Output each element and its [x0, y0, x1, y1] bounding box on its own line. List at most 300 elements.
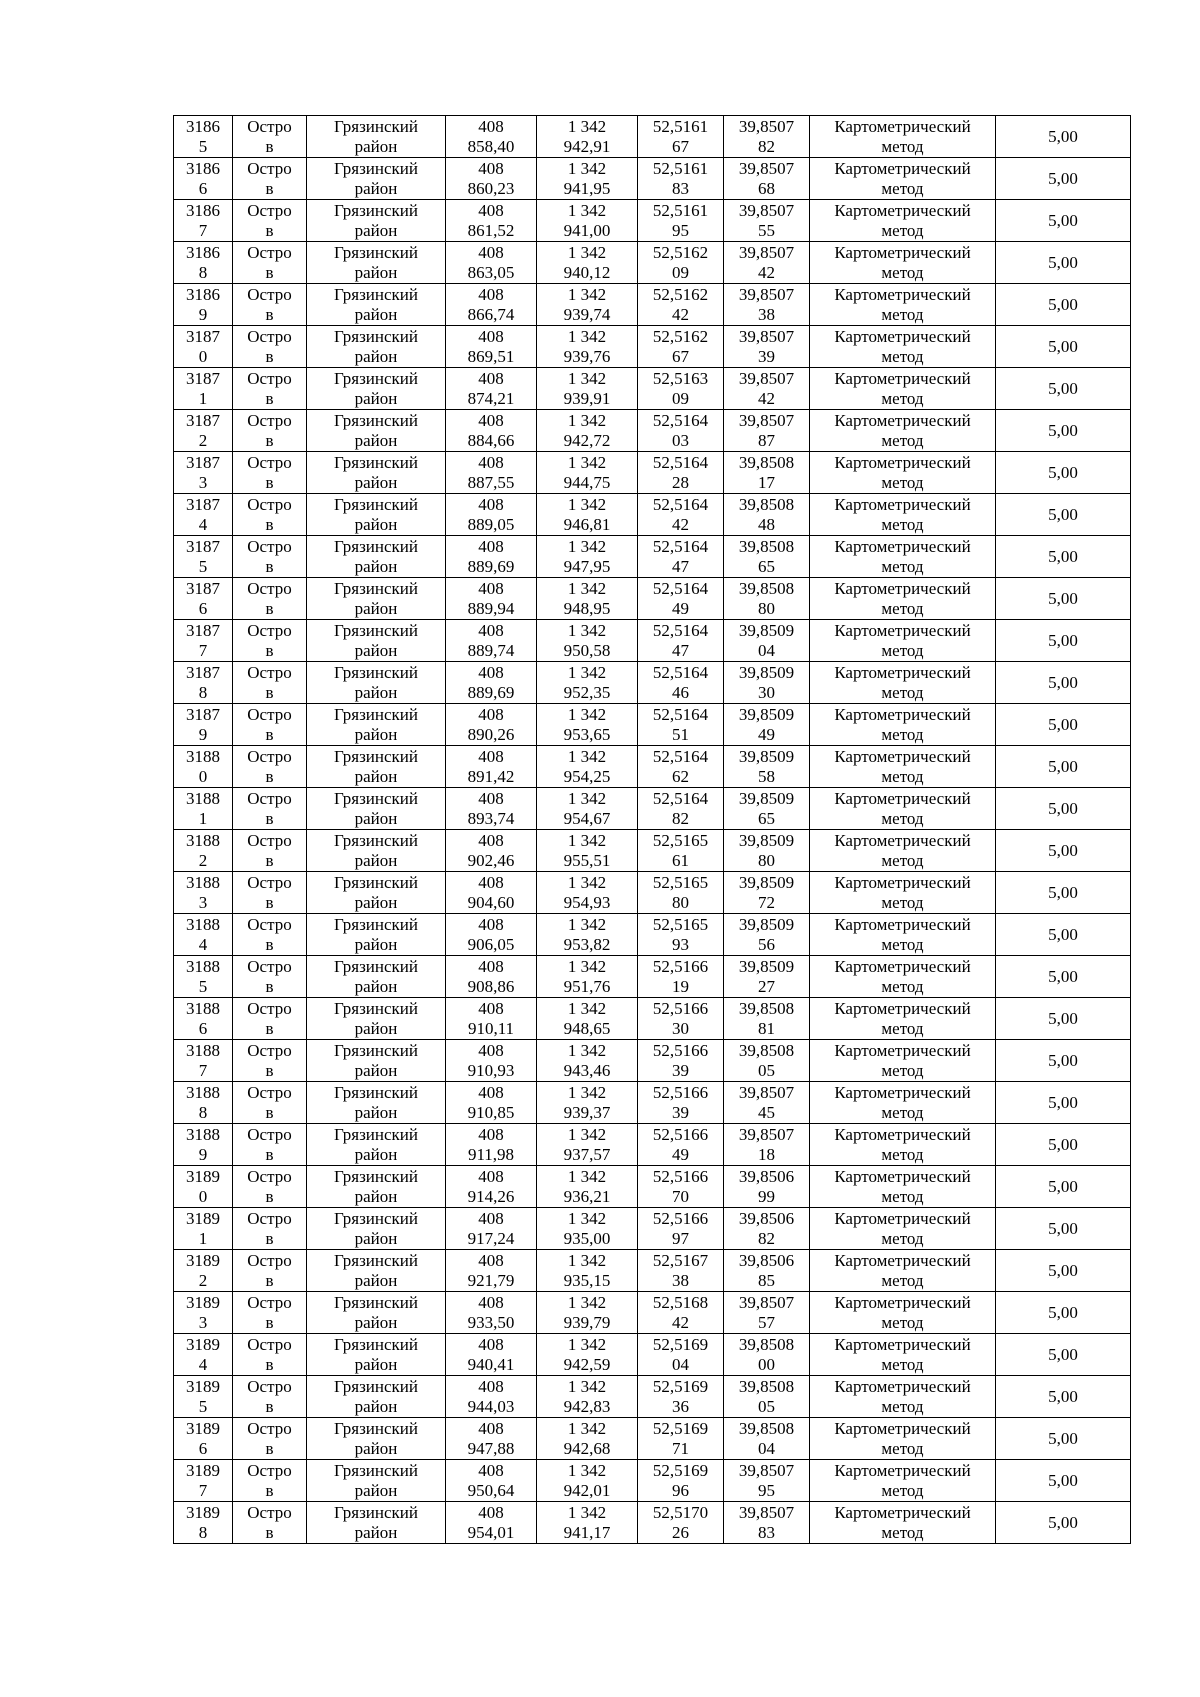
cell-longitude-line: 39,8507 [738, 1124, 795, 1144]
cell-y-coordinate [537, 494, 638, 536]
cell-y-coordinate-line: 954,67 [563, 808, 611, 828]
cell-accuracy: 5,00 [996, 1082, 1131, 1124]
cell-longitude-line: 65 [758, 556, 775, 576]
cell-district-line: район [354, 1270, 398, 1290]
cell-longitude-line: 42 [758, 262, 775, 282]
cell-point-number [174, 1334, 233, 1376]
cell-district [307, 998, 446, 1040]
cell-longitude [724, 956, 810, 998]
cell-y-coordinate-line: 1 342 [567, 746, 607, 766]
cell-method-line: метод [881, 682, 924, 702]
cell-point-number-line: 1 [198, 388, 208, 408]
cell-district-line: Грязинский [334, 1292, 418, 1312]
cell-method-line: метод [881, 724, 924, 744]
cell-object-type-line: Остро [247, 1250, 292, 1270]
cell-method [810, 1250, 996, 1292]
cell-object-type [233, 1460, 307, 1502]
cell-district [307, 1208, 446, 1250]
cell-y-coordinate-line: 1 342 [567, 872, 607, 892]
cell-x-coordinate-line: 940,41 [467, 1354, 515, 1374]
table-row [174, 704, 1131, 746]
cell-district-line: район [354, 514, 398, 534]
cell-y-coordinate-line: 1 342 [567, 494, 607, 514]
cell-latitude [638, 1208, 724, 1250]
cell-longitude-line: 55 [758, 220, 775, 240]
cell-x-coordinate [446, 452, 537, 494]
cell-latitude [638, 662, 724, 704]
cell-district-line: район [354, 1102, 398, 1122]
cell-x-coordinate-line: 408 [478, 368, 504, 388]
table-row [174, 200, 1131, 242]
cell-object-type [233, 326, 307, 368]
cell-y-coordinate-line: 1 342 [567, 536, 607, 556]
cell-district-line: район [354, 850, 398, 870]
cell-object-type [233, 1292, 307, 1334]
cell-point-number-line: 3188 [186, 1040, 220, 1060]
cell-method-line: Картометрический [834, 242, 971, 262]
cell-method [810, 872, 996, 914]
cell-latitude [638, 242, 724, 284]
cell-x-coordinate-line: 902,46 [467, 850, 515, 870]
cell-district [307, 158, 446, 200]
cell-latitude-line: 52,5169 [652, 1334, 709, 1354]
cell-y-coordinate-line: 1 342 [567, 1502, 607, 1522]
cell-district [307, 536, 446, 578]
cell-district-line: район [354, 724, 398, 744]
cell-district [307, 410, 446, 452]
cell-point-number [174, 116, 233, 158]
cell-object-type-line: Остро [247, 1208, 292, 1228]
cell-method [810, 1166, 996, 1208]
cell-y-coordinate-line: 1 342 [567, 1292, 607, 1312]
cell-x-coordinate [446, 326, 537, 368]
cell-latitude-line: 52,5166 [652, 956, 709, 976]
cell-point-number [174, 578, 233, 620]
cell-object-type-line: Остро [247, 452, 292, 472]
cell-object-type [233, 536, 307, 578]
cell-method-line: Картометрический [834, 1502, 971, 1522]
cell-district [307, 914, 446, 956]
cell-x-coordinate [446, 1166, 537, 1208]
cell-object-type-line: Остро [247, 200, 292, 220]
cell-accuracy: 5,00 [996, 1376, 1131, 1418]
cell-y-coordinate-line: 1 342 [567, 1376, 607, 1396]
cell-method [810, 620, 996, 662]
cell-object-type-line: в [265, 304, 274, 324]
cell-district-line: район [354, 1312, 398, 1332]
cell-longitude-line: 38 [758, 304, 775, 324]
cell-accuracy: 5,00 [996, 326, 1131, 368]
cell-latitude-line: 52,5164 [652, 452, 709, 472]
cell-district-line: Грязинский [334, 284, 418, 304]
cell-point-number [174, 1166, 233, 1208]
cell-x-coordinate-line: 893,74 [467, 808, 515, 828]
cell-x-coordinate [446, 662, 537, 704]
cell-point-number-line: 7 [198, 640, 208, 660]
table-row [174, 452, 1131, 494]
cell-longitude [724, 326, 810, 368]
cell-accuracy: 5,00 [996, 998, 1131, 1040]
cell-y-coordinate [537, 284, 638, 326]
table-row [174, 788, 1131, 830]
cell-method [810, 326, 996, 368]
cell-x-coordinate-line: 917,24 [467, 1228, 515, 1248]
cell-method [810, 704, 996, 746]
cell-y-coordinate [537, 158, 638, 200]
cell-latitude [638, 326, 724, 368]
cell-x-coordinate-line: 408 [478, 788, 504, 808]
cell-district-line: район [354, 892, 398, 912]
cell-district-line: район [354, 682, 398, 702]
cell-longitude [724, 1166, 810, 1208]
cell-x-coordinate-line: 408 [478, 998, 504, 1018]
table-row [174, 1376, 1131, 1418]
cell-object-type-line: в [265, 556, 274, 576]
cell-y-coordinate [537, 872, 638, 914]
cell-method-line: Картометрический [834, 1082, 971, 1102]
cell-longitude [724, 284, 810, 326]
cell-latitude-line: 52,5164 [652, 620, 709, 640]
cell-latitude-line: 39 [672, 1060, 689, 1080]
cell-method [810, 1460, 996, 1502]
cell-x-coordinate-line: 408 [478, 662, 504, 682]
cell-object-type-line: Остро [247, 1502, 292, 1522]
cell-latitude-line: 52,5166 [652, 1208, 709, 1228]
cell-x-coordinate [446, 1124, 537, 1166]
cell-method-line: метод [881, 262, 924, 282]
cell-y-coordinate-line: 941,95 [563, 178, 611, 198]
cell-x-coordinate-line: 408 [478, 872, 504, 892]
cell-object-type-line: в [265, 850, 274, 870]
table-row [174, 746, 1131, 788]
cell-x-coordinate-line: 408 [478, 284, 504, 304]
cell-y-coordinate [537, 536, 638, 578]
cell-longitude-line: 39,8508 [738, 1040, 795, 1060]
cell-point-number-line: 3188 [186, 998, 220, 1018]
cell-x-coordinate [446, 1334, 537, 1376]
cell-point-number [174, 1082, 233, 1124]
cell-y-coordinate-line: 1 342 [567, 1124, 607, 1144]
cell-method [810, 1418, 996, 1460]
cell-object-type-line: в [265, 1270, 274, 1290]
cell-longitude-line: 39,8508 [738, 494, 795, 514]
cell-longitude [724, 368, 810, 410]
cell-y-coordinate-line: 1 342 [567, 1418, 607, 1438]
cell-method-line: Картометрический [834, 158, 971, 178]
cell-y-coordinate-line: 1 342 [567, 1208, 607, 1228]
cell-object-type [233, 410, 307, 452]
cell-x-coordinate-line: 866,74 [467, 304, 515, 324]
cell-longitude-line: 56 [758, 934, 775, 954]
cell-longitude-line: 04 [758, 1438, 775, 1458]
cell-object-type-line: Остро [247, 1460, 292, 1480]
cell-longitude-line: 39,8509 [738, 830, 795, 850]
cell-longitude-line: 39,8509 [738, 620, 795, 640]
cell-object-type [233, 284, 307, 326]
cell-latitude [638, 998, 724, 1040]
cell-object-type-line: в [265, 1144, 274, 1164]
cell-point-number-line: 4 [198, 514, 208, 534]
cell-longitude-line: 39,8508 [738, 578, 795, 598]
cell-longitude-line: 58 [758, 766, 775, 786]
cell-latitude-line: 30 [672, 1018, 689, 1038]
cell-object-type [233, 1082, 307, 1124]
cell-point-number-line: 0 [198, 766, 208, 786]
cell-longitude [724, 914, 810, 956]
cell-method-line: метод [881, 136, 924, 156]
cell-point-number-line: 4 [198, 1354, 208, 1374]
cell-point-number [174, 1250, 233, 1292]
cell-latitude-line: 52,5163 [652, 368, 709, 388]
cell-object-type-line: в [265, 1480, 274, 1500]
cell-x-coordinate-line: 408 [478, 1460, 504, 1480]
cell-x-coordinate [446, 956, 537, 998]
cell-x-coordinate [446, 620, 537, 662]
cell-district-line: Грязинский [334, 1166, 418, 1186]
cell-longitude-line: 39,8506 [738, 1166, 795, 1186]
cell-x-coordinate-line: 861,52 [467, 220, 515, 240]
cell-latitude [638, 704, 724, 746]
cell-method [810, 1124, 996, 1166]
cell-method-line: Картометрический [834, 452, 971, 472]
cell-method-line: метод [881, 1228, 924, 1248]
cell-point-number-line: 3189 [186, 1502, 220, 1522]
cell-district-line: Грязинский [334, 746, 418, 766]
cell-object-type-line: Остро [247, 788, 292, 808]
cell-x-coordinate-line: 889,05 [467, 514, 515, 534]
cell-method-line: Картометрический [834, 494, 971, 514]
cell-y-coordinate [537, 1208, 638, 1250]
cell-object-type-line: в [265, 976, 274, 996]
cell-district [307, 872, 446, 914]
cell-longitude-line: 80 [758, 850, 775, 870]
table-row [174, 1418, 1131, 1460]
cell-district-line: Грязинский [334, 1502, 418, 1522]
cell-object-type [233, 914, 307, 956]
cell-point-number-line: 3188 [186, 746, 220, 766]
cell-longitude-line: 39,8507 [738, 116, 795, 136]
cell-latitude-line: 52,5162 [652, 326, 709, 346]
cell-district-line: Грязинский [334, 410, 418, 430]
cell-latitude-line: 04 [672, 1354, 689, 1374]
cell-method-line: метод [881, 430, 924, 450]
cell-district [307, 788, 446, 830]
cell-latitude [638, 284, 724, 326]
cell-longitude [724, 1334, 810, 1376]
cell-point-number [174, 536, 233, 578]
cell-y-coordinate-line: 1 342 [567, 914, 607, 934]
cell-longitude-line: 65 [758, 808, 775, 828]
cell-district-line: Грязинский [334, 788, 418, 808]
cell-latitude-line: 52,5169 [652, 1418, 709, 1438]
cell-y-coordinate-line: 1 342 [567, 1460, 607, 1480]
cell-object-type [233, 1208, 307, 1250]
cell-point-number [174, 494, 233, 536]
cell-x-coordinate-line: 887,55 [467, 472, 515, 492]
cell-object-type [233, 1376, 307, 1418]
cell-accuracy: 5,00 [996, 158, 1131, 200]
cell-district-line: Грязинский [334, 872, 418, 892]
cell-district [307, 1250, 446, 1292]
table-row [174, 116, 1131, 158]
cell-point-number-line: 3187 [186, 326, 220, 346]
table-row [174, 1208, 1131, 1250]
cell-longitude [724, 1376, 810, 1418]
cell-latitude-line: 52,5162 [652, 242, 709, 262]
cell-point-number-line: 3187 [186, 452, 220, 472]
cell-y-coordinate [537, 242, 638, 284]
cell-longitude-line: 17 [758, 472, 775, 492]
cell-point-number [174, 1376, 233, 1418]
cell-x-coordinate-line: 889,69 [467, 682, 515, 702]
cell-object-type [233, 1040, 307, 1082]
cell-object-type-line: Остро [247, 326, 292, 346]
cell-method-line: Картометрический [834, 1460, 971, 1480]
cell-method-line: метод [881, 598, 924, 618]
cell-longitude-line: 39,8508 [738, 1334, 795, 1354]
cell-latitude [638, 746, 724, 788]
cell-district-line: район [354, 388, 398, 408]
cell-longitude-line: 39,8507 [738, 368, 795, 388]
cell-longitude [724, 620, 810, 662]
cell-object-type-line: Остро [247, 242, 292, 262]
cell-point-number-line: 3 [198, 892, 208, 912]
cell-y-coordinate-line: 939,91 [563, 388, 611, 408]
cell-object-type-line: в [265, 1438, 274, 1458]
cell-point-number-line: 7 [198, 1060, 208, 1080]
cell-point-number-line: 3188 [186, 914, 220, 934]
cell-object-type [233, 578, 307, 620]
cell-object-type-line: Остро [247, 536, 292, 556]
cell-x-coordinate-line: 408 [478, 1082, 504, 1102]
cell-object-type-line: в [265, 1396, 274, 1416]
cell-latitude-line: 70 [672, 1186, 689, 1206]
cell-method-line: метод [881, 1438, 924, 1458]
cell-method-line: метод [881, 178, 924, 198]
table-row [174, 1502, 1131, 1544]
cell-object-type-line: Остро [247, 1334, 292, 1354]
cell-longitude-line: 39,8507 [738, 1502, 795, 1522]
cell-object-type [233, 662, 307, 704]
cell-accuracy: 5,00 [996, 578, 1131, 620]
cell-x-coordinate-line: 408 [478, 1334, 504, 1354]
cell-accuracy: 5,00 [996, 1334, 1131, 1376]
cell-latitude-line: 52,5166 [652, 998, 709, 1018]
cell-method-line: Картометрический [834, 956, 971, 976]
cell-method [810, 662, 996, 704]
cell-method-line: метод [881, 304, 924, 324]
cell-x-coordinate-line: 891,42 [467, 766, 515, 786]
table-row [174, 830, 1131, 872]
cell-object-type-line: в [265, 1522, 274, 1542]
cell-object-type [233, 1334, 307, 1376]
cell-object-type-line: Остро [247, 704, 292, 724]
cell-latitude-line: 61 [672, 850, 689, 870]
cell-latitude-line: 38 [672, 1270, 689, 1290]
cell-method [810, 200, 996, 242]
cell-longitude-line: 39,8507 [738, 1292, 795, 1312]
cell-method-line: Картометрический [834, 536, 971, 556]
cell-longitude-line: 95 [758, 1480, 775, 1500]
cell-point-number-line: 9 [198, 724, 208, 744]
cell-y-coordinate-line: 1 342 [567, 620, 607, 640]
cell-x-coordinate-line: 408 [478, 452, 504, 472]
cell-point-number-line: 2 [198, 430, 208, 450]
cell-point-number-line: 9 [198, 1144, 208, 1164]
cell-latitude [638, 1250, 724, 1292]
cell-object-type [233, 704, 307, 746]
cell-latitude [638, 914, 724, 956]
cell-method-line: Картометрический [834, 872, 971, 892]
cell-longitude-line: 05 [758, 1060, 775, 1080]
cell-y-coordinate-line: 1 342 [567, 1250, 607, 1270]
cell-object-type-line: Остро [247, 1124, 292, 1144]
cell-method [810, 1040, 996, 1082]
cell-y-coordinate-line: 936,21 [563, 1186, 611, 1206]
cell-district-line: Грязинский [334, 578, 418, 598]
cell-y-coordinate-line: 942,68 [563, 1438, 611, 1458]
cell-latitude-line: 42 [672, 514, 689, 534]
cell-x-coordinate [446, 1460, 537, 1502]
cell-object-type [233, 872, 307, 914]
cell-point-number-line: 3187 [186, 368, 220, 388]
cell-method [810, 368, 996, 410]
cell-point-number-line: 8 [198, 262, 208, 282]
cell-district-line: район [354, 472, 398, 492]
cell-district-line: район [354, 1186, 398, 1206]
cell-object-type-line: Остро [247, 1376, 292, 1396]
cell-latitude-line: 52,5161 [652, 200, 709, 220]
cell-district [307, 1418, 446, 1460]
cell-y-coordinate-line: 948,65 [563, 1018, 611, 1038]
cell-latitude-line: 52,5164 [652, 536, 709, 556]
cell-point-number [174, 1292, 233, 1334]
cell-latitude-line: 52,5166 [652, 1082, 709, 1102]
cell-object-type-line: в [265, 934, 274, 954]
cell-accuracy: 5,00 [996, 494, 1131, 536]
cell-district-line: район [354, 430, 398, 450]
cell-method-line: метод [881, 1396, 924, 1416]
cell-y-coordinate-line: 948,95 [563, 598, 611, 618]
cell-object-type-line: Остро [247, 872, 292, 892]
cell-point-number-line: 3187 [186, 704, 220, 724]
cell-x-coordinate-line: 889,94 [467, 598, 515, 618]
cell-point-number-line: 3187 [186, 578, 220, 598]
cell-x-coordinate [446, 116, 537, 158]
cell-method-line: метод [881, 850, 924, 870]
cell-method-line: Картометрический [834, 662, 971, 682]
cell-x-coordinate-line: 408 [478, 116, 504, 136]
cell-x-coordinate [446, 1502, 537, 1544]
cell-object-type-line: в [265, 472, 274, 492]
cell-longitude-line: 39,8507 [738, 1460, 795, 1480]
cell-longitude-line: 42 [758, 388, 775, 408]
cell-point-number [174, 704, 233, 746]
cell-accuracy: 5,00 [996, 116, 1131, 158]
cell-accuracy: 5,00 [996, 452, 1131, 494]
cell-object-type-line: в [265, 640, 274, 660]
cell-longitude [724, 158, 810, 200]
cell-point-number-line: 3189 [186, 1292, 220, 1312]
cell-y-coordinate [537, 1334, 638, 1376]
cell-object-type-line: Остро [247, 1040, 292, 1060]
cell-object-type [233, 746, 307, 788]
cell-longitude [724, 746, 810, 788]
cell-point-number-line: 3 [198, 1312, 208, 1332]
cell-longitude-line: 39,8508 [738, 1418, 795, 1438]
cell-method-line: метод [881, 892, 924, 912]
cell-district-line: Грязинский [334, 1250, 418, 1270]
